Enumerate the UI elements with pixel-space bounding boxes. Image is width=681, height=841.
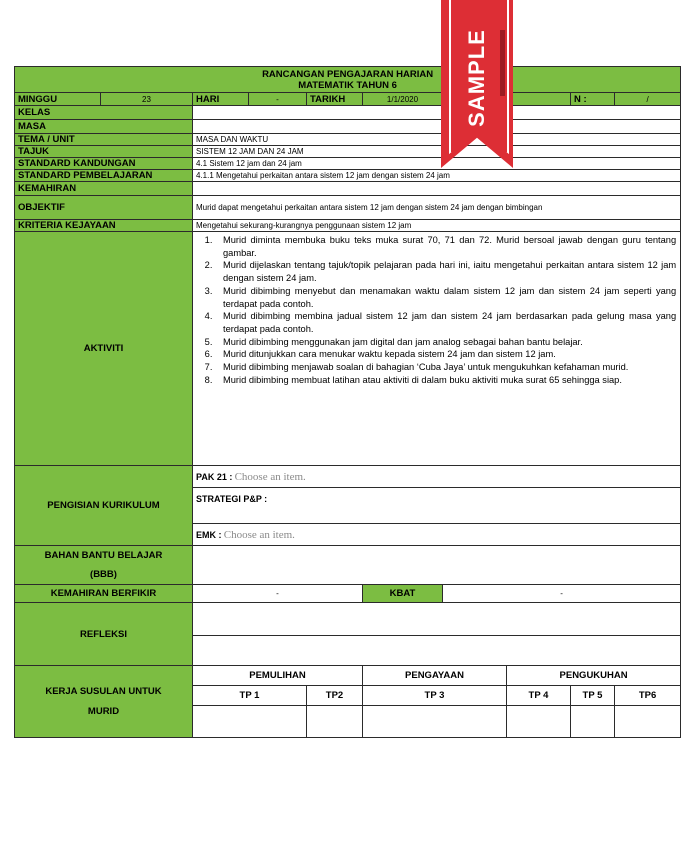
aktiviti-list (193, 232, 680, 388)
plan-title-line2: MATEMATIK TAHUN 6 (298, 79, 397, 91)
kelas-value[interactable] (193, 106, 681, 120)
tp1-cell[interactable] (193, 706, 307, 738)
aktiviti-item: 3. Murid dibimbing menyebut dan menamakan waktu dalam sistem 12 jam dan sistem 24 jam seperti yang terdapat pada contoh. (215, 285, 676, 310)
refleksi-label: REFLEKSI (15, 603, 193, 666)
plan-title-line1: RANCANGAN PENGAJARAN HARIAN (262, 68, 434, 80)
kemahiran-berfikir-value[interactable]: - (193, 585, 363, 603)
group-pengukuhan: PENGUKUHAN (507, 666, 681, 686)
emk-dropdown[interactable]: Choose an item. (223, 528, 295, 541)
kerja-susulan-label (15, 666, 193, 738)
aktiviti-label: AKTIVITI (15, 232, 193, 466)
sample-ribbon-bar (500, 30, 505, 96)
pak21-label: PAK 21 : (196, 471, 233, 482)
plan-title (15, 67, 681, 93)
tp6-cell[interactable] (615, 706, 681, 738)
objektif-value[interactable]: Murid dapat mengetahui perkaitan antara sistem 12 jam dengan sistem 24 jam dengan bimbingan (193, 196, 681, 220)
refleksi-value-2[interactable] (193, 636, 681, 666)
aktiviti-content[interactable] (193, 232, 681, 466)
aktiviti-item: 2. Murid dijelaskan tentang tajuk/topik pelajaran pada hari ini, iaitu mengetahui perkaitan antara sistem 12 jam dengan sistem 24 jam. (215, 259, 676, 284)
aktiviti-item: 6. Murid ditunjukkan cara menukar waktu kepada sistem 24 jam dan sistem 12 jam. (215, 348, 676, 361)
aktiviti-item: 1. Murid diminta membuka buku teks muka surat 70, 71 dan 72. Murid bersoal jawab dengan guru tentang gambar. (215, 234, 676, 259)
strategi-cell[interactable] (193, 488, 681, 524)
tp3-cell[interactable] (363, 706, 507, 738)
tp5-header: TP 5 (571, 686, 615, 706)
aktiviti-item: 7. Murid dibimbing menjawab soalan di bahagian ‘Cuba Jaya’ untuk mengukuhkan kefahaman murid. (215, 361, 676, 374)
masa-meta-label: N : (571, 93, 615, 106)
aktiviti-item: 5. Murid dibimbing menggunakan jam digital dan jam analog sebagai bahan bantu belajar. (215, 336, 676, 349)
aktiviti-item: 8. Murid dibimbing membuat latihan atau aktiviti di dalam buku aktiviti muka surat 65 sehingga siap. (215, 374, 676, 387)
standard-kandungan-label: STANDARD KANDUNGAN (15, 158, 193, 170)
masa-meta-value[interactable]: / (615, 93, 681, 106)
tarikh-value[interactable]: 1/1/2020 (363, 93, 443, 106)
bbb-label-line1: BAHAN BANTU BELAJAR (44, 550, 163, 561)
standard-pembelajaran-label: STANDARD PEMBELAJARAN (15, 170, 193, 182)
bbb-value[interactable] (193, 546, 681, 585)
group-pengayaan: PENGAYAAN (363, 666, 507, 686)
pak21-cell[interactable] (193, 466, 681, 488)
kelas-label: KELAS (15, 106, 193, 120)
standard-pembelajaran-value[interactable]: 4.1.1 Mengetahui perkaitan antara sistem 12 jam dengan sistem 24 jam (193, 170, 681, 182)
tp3-header: TP 3 (363, 686, 507, 706)
tp1-header: TP 1 (193, 686, 307, 706)
kerja-susulan-label-line1: KERJA SUSULAN UNTUK (45, 685, 162, 697)
masa-label: MASA (15, 120, 193, 134)
kbat-label: KBAT (363, 585, 443, 603)
bbb-label-line2: (BBB) (90, 569, 117, 580)
kemahiran-berfikir-label: KEMAHIRAN BERFIKIR (15, 585, 193, 603)
lesson-plan-sheet (14, 66, 677, 738)
tp2-cell[interactable] (307, 706, 363, 738)
tp4-cell[interactable] (507, 706, 571, 738)
kbat-value[interactable]: - (443, 585, 681, 603)
tema-label: TEMA / UNIT (15, 134, 193, 146)
objektif-label: OBJEKTIF (15, 196, 193, 220)
bbb-label (15, 546, 193, 585)
pak21-dropdown[interactable]: Choose an item. (234, 470, 306, 483)
refleksi-value-1[interactable] (193, 603, 681, 636)
tarikh-label: TARIKH (307, 93, 363, 106)
aktiviti-item: 4. Murid dibimbing membina jadual sistem 12 jam dan sistem 24 jam berdasarkan pada gelung masa yang terdapat pada contoh. (215, 310, 676, 335)
standard-kandungan-value[interactable]: 4.1 Sistem 12 jam dan 24 jam (193, 158, 681, 170)
tp5-cell[interactable] (571, 706, 615, 738)
group-pemulihan: PEMULIHAN (193, 666, 363, 686)
emk-label: EMK : (196, 529, 222, 540)
tajuk-label: TAJUK (15, 146, 193, 158)
tajuk-value[interactable]: SISTEM 12 JAM DAN 24 JAM (193, 146, 681, 158)
tema-value[interactable]: MASA DAN WAKTU (193, 134, 681, 146)
kriteria-value[interactable]: Mengetahui sekurang-kurangnya penggunaan sistem 12 jam (193, 220, 681, 232)
lesson-plan-table (14, 66, 681, 738)
tp6-header: TP6 (615, 686, 681, 706)
strategi-label: STRATEGI P&P : (196, 494, 268, 504)
tp4-header: TP 4 (507, 686, 571, 706)
hari-label: HARI (193, 93, 249, 106)
kerja-susulan-label-line2: MURID (87, 705, 120, 717)
minggu-label: MINGGU (15, 93, 101, 106)
kemahiran-value[interactable] (193, 182, 681, 196)
kemahiran-label: KEMAHIRAN (15, 182, 193, 196)
masa-value[interactable] (193, 120, 681, 134)
pengisian-label: PENGISIAN KURIKULUM (15, 466, 193, 546)
minggu-value[interactable]: 23 (101, 93, 193, 106)
emk-cell[interactable] (193, 524, 681, 546)
tp2-header: TP2 (307, 686, 363, 706)
kriteria-label: KRITERIA KEJAYAAN (15, 220, 193, 232)
hari-value[interactable]: - (249, 93, 307, 106)
sample-stamp-text: SAMPLE (464, 29, 489, 127)
